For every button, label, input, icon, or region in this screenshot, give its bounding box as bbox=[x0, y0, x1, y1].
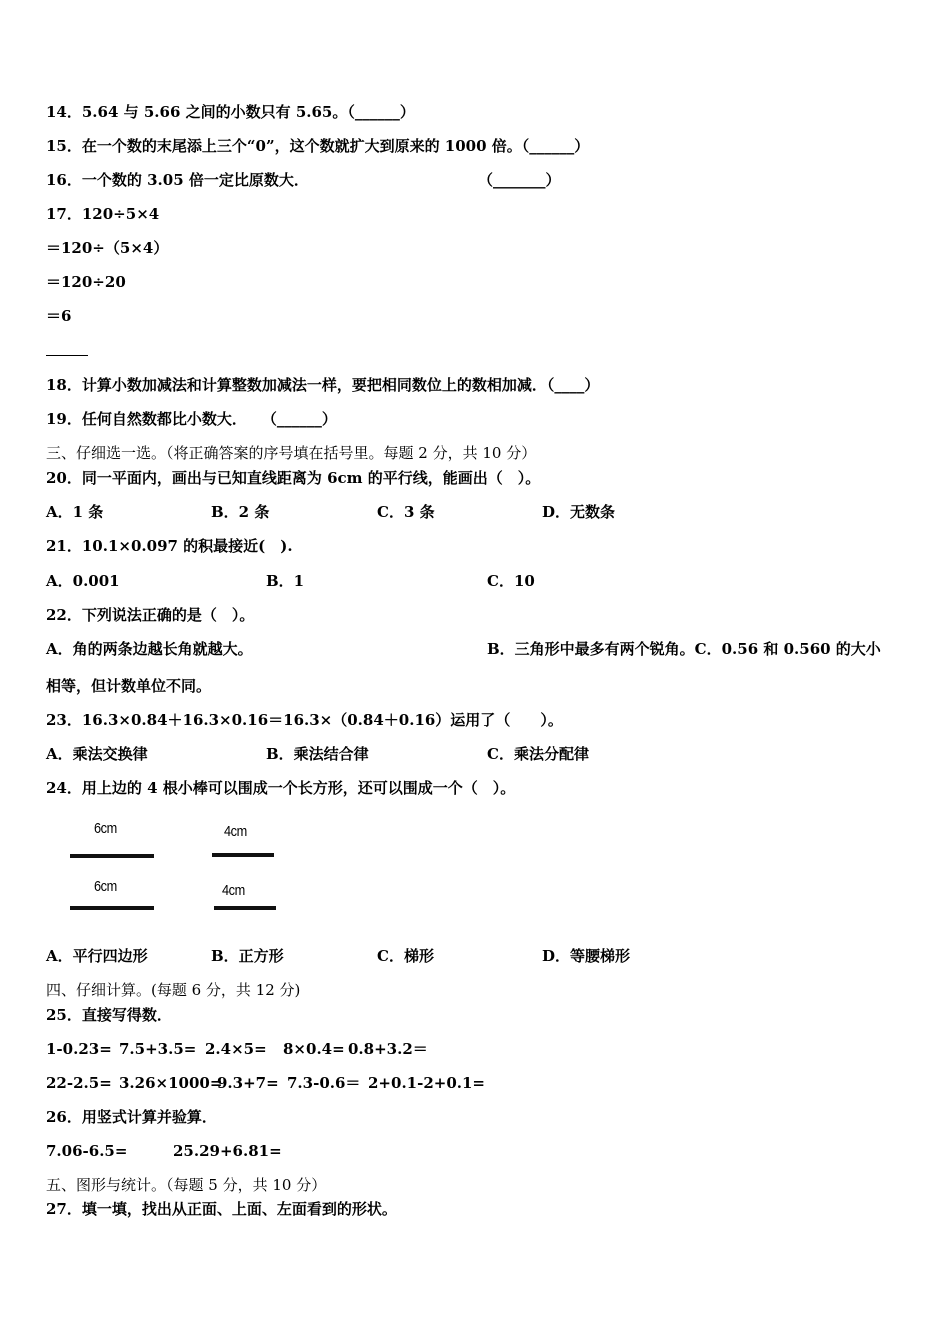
q14: 14．5.64 与 5.66 之间的小数只有 5.65。（______） bbox=[46, 103, 415, 121]
q20-option-c: C．3 条 bbox=[377, 503, 435, 521]
q25-row1-item2: 7.5+3.5= bbox=[119, 1040, 197, 1058]
q17-step1: ＝120÷（5×4） bbox=[46, 239, 169, 257]
q21-option-c: C．10 bbox=[487, 572, 535, 590]
q23-option-a: A．乘法交换律 bbox=[46, 745, 148, 763]
q25-row1-item5: 0.8+3.2＝ bbox=[348, 1040, 428, 1058]
stick-4 bbox=[214, 906, 276, 910]
q25-row1-item1: 1-0.23= bbox=[46, 1040, 112, 1058]
q24: 24．用上边的 4 根小棒可以围成一个长方形，还可以围成一个（ ）。 bbox=[46, 779, 516, 797]
q16-blank: （_______） bbox=[478, 171, 561, 189]
stick-label-2: 4cm bbox=[224, 823, 247, 840]
q17-step2: ＝120÷20 bbox=[46, 273, 126, 291]
q22-option-bc: B．三角形中最多有两个锐角。C．0.56 和 0.560 的大小 bbox=[487, 640, 881, 658]
q17-step3: ＝6 bbox=[46, 307, 72, 325]
q19: 19．任何自然数都比小数大． （______） bbox=[46, 410, 337, 428]
q21-option-b: B．1 bbox=[266, 572, 305, 590]
q25-row1-item4: 8×0.4= bbox=[283, 1040, 345, 1058]
stick-label-1: 6cm bbox=[94, 820, 117, 837]
q26-item2: 25.29+6.81= bbox=[173, 1142, 282, 1160]
q25: 25．直接写得数． bbox=[46, 1006, 172, 1024]
q20-option-b: B．2 条 bbox=[211, 503, 270, 521]
q26-item1: 7.06-6.5= bbox=[46, 1142, 128, 1160]
stick-2 bbox=[212, 853, 274, 857]
q23-option-b: B．乘法结合律 bbox=[266, 745, 369, 763]
section4-heading: 四、仔细计算。(每题 6 分，共 12 分) bbox=[46, 981, 301, 999]
q20-option-a: A．1 条 bbox=[46, 503, 104, 521]
q24-option-a: A．平行四边形 bbox=[46, 947, 148, 965]
section3-heading: 三、仔细选一选。（将正确答案的序号填在括号里。每题 2 分，共 10 分） bbox=[46, 444, 537, 462]
stick-3 bbox=[70, 906, 154, 910]
q18: 18．计算小数加减法和计算整数加减法一样，要把相同数位上的数相加减．（____） bbox=[46, 376, 600, 394]
q25-row2-item5: 2+0.1-2+0.1= bbox=[368, 1074, 485, 1092]
q22: 22．下列说法正确的是（ ）。 bbox=[46, 606, 255, 624]
q25-row2-item1: 22-2.5= bbox=[46, 1074, 112, 1092]
q22-continuation: 相等，但计数单位不同。 bbox=[46, 677, 212, 695]
q24-option-c: C．梯形 bbox=[377, 947, 434, 965]
q16: 16．一个数的 3.05 倍一定比原数大． bbox=[46, 171, 309, 189]
q25-row2-item3: 9.3+7= bbox=[217, 1074, 279, 1092]
q15: 15．在一个数的末尾添上三个“0”，这个数就扩大到原来的 1000 倍。（______） bbox=[46, 137, 590, 155]
stick-label-3: 6cm bbox=[94, 878, 117, 895]
q23-option-c: C．乘法分配律 bbox=[487, 745, 589, 763]
q25-row1-item3: 2.4×5= bbox=[205, 1040, 267, 1058]
q25-row2-item2: 3.26×1000= bbox=[119, 1074, 223, 1092]
q20-option-d: D．无数条 bbox=[542, 503, 616, 521]
q27: 27．填一填，找出从正面、上面、左面看到的形状。 bbox=[46, 1200, 397, 1218]
q23: 23．16.3×0.84＋16.3×0.16＝16.3×（0.84＋0.16）运用了（ ）。 bbox=[46, 711, 563, 729]
q24-option-d: D．等腰梯形 bbox=[542, 947, 631, 965]
stick-1 bbox=[70, 854, 154, 858]
q17: 17．120÷5×4 bbox=[46, 205, 160, 223]
q25-row2-item4: 7.3-0.6＝ bbox=[287, 1074, 361, 1092]
q24-option-b: B．正方形 bbox=[211, 947, 284, 965]
q17-answer-blank bbox=[46, 355, 88, 356]
q21-option-a: A．0.001 bbox=[46, 572, 120, 590]
q21: 21．10.1×0.097 的积最接近( ). bbox=[46, 537, 293, 555]
section5-heading: 五、图形与统计。（每题 5 分，共 10 分） bbox=[46, 1176, 327, 1194]
q20: 20．同一平面内，画出与已知直线距离为 6cm 的平行线，能画出（ ）。 bbox=[46, 469, 541, 487]
q26: 26．用竖式计算并验算． bbox=[46, 1108, 217, 1126]
q22-option-a: A．角的两条边越长角就越大。 bbox=[46, 640, 253, 658]
stick-label-4: 4cm bbox=[222, 882, 245, 899]
